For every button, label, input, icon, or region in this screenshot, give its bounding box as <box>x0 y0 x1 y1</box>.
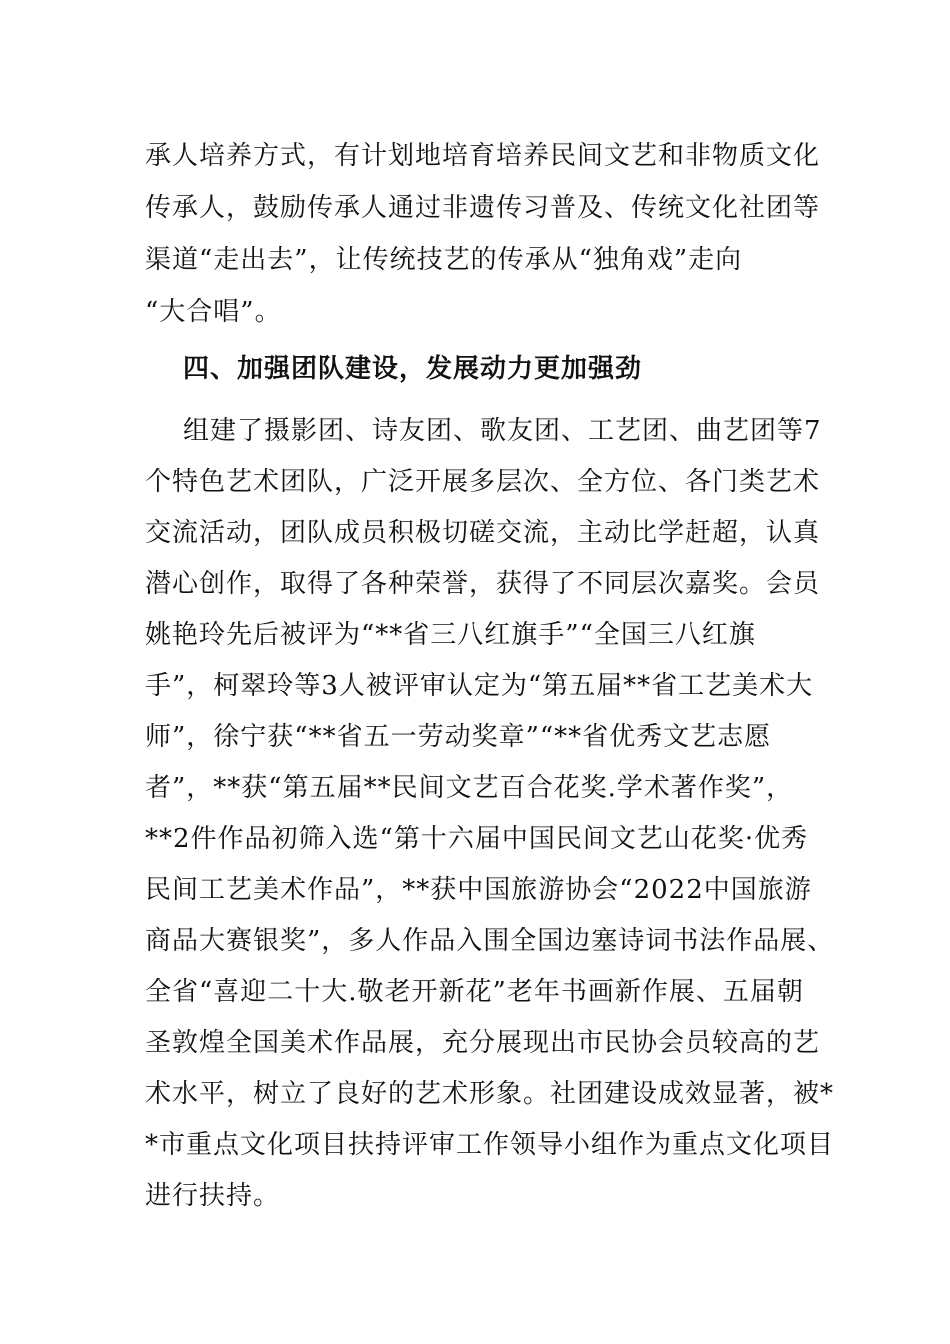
body-line-6: 手”，柯翠玲等3人被评审认定为“第五届**省工艺美术大 <box>145 671 814 701</box>
body-line-11: 商品大赛银奖”，多人作品入围全国边塞诗词书法作品展、 <box>145 926 835 956</box>
section-heading: 四、加强团队建设，发展动力更加强劲 <box>183 354 643 384</box>
body-line-13: 圣敦煌全国美术作品展，充分展现出市民协会员较高的艺 <box>145 1028 821 1058</box>
body-line-1: 组建了摄影团、诗友团、歌友团、工艺团、曲艺团等7 <box>183 416 822 446</box>
body-line-7: 师”，徐宁获“**省五一劳动奖章”“**省优秀文艺志愿 <box>145 722 772 752</box>
body-line-15: *市重点文化项目扶持评审工作领导小组作为重点文化项目 <box>145 1130 835 1160</box>
body-line-3: 交流活动，团队成员积极切磋交流，主动比学赶超，认真 <box>145 518 821 548</box>
body-line-2: 个特色艺术团队，广泛开展多层次、全方位、各门类艺术 <box>145 467 821 497</box>
intro-line-1: 承人培养方式，有计划地培育培养民间文艺和非物质文化 <box>145 141 821 171</box>
body-line-12: 全省“喜迎二十大.敬老开新花”老年书画新作展、五届朝 <box>145 977 804 1007</box>
body-line-9: **2件作品初筛入选“第十六届中国民间文艺山花奖·优秀 <box>145 824 809 854</box>
intro-line-4: “大合唱”。 <box>145 297 282 327</box>
body-line-4: 潜心创作，取得了各种荣誉，获得了不同层次嘉奖。会员 <box>145 569 821 599</box>
body-line-5: 姚艳玲先后被评为“**省三八红旗手”“全国三八红旗 <box>145 620 756 650</box>
body-line-14: 术水平，树立了良好的艺术形象。社团建设成效显著，被* <box>145 1079 835 1109</box>
body-line-10: 民间工艺美术作品”，**获中国旅游协会“2022中国旅游 <box>145 875 812 905</box>
intro-line-2: 传承人，鼓励传承人通过非遗传习普及、传统文化社团等 <box>145 193 821 223</box>
body-line-16: 进行扶持。 <box>145 1181 281 1211</box>
body-line-8: 者”，**获“第五届**民间文艺百合花奖.学术著作奖”， <box>145 773 794 803</box>
intro-line-3: 渠道“走出去”，让传统技艺的传承从“独角戏”走向 <box>145 245 743 275</box>
